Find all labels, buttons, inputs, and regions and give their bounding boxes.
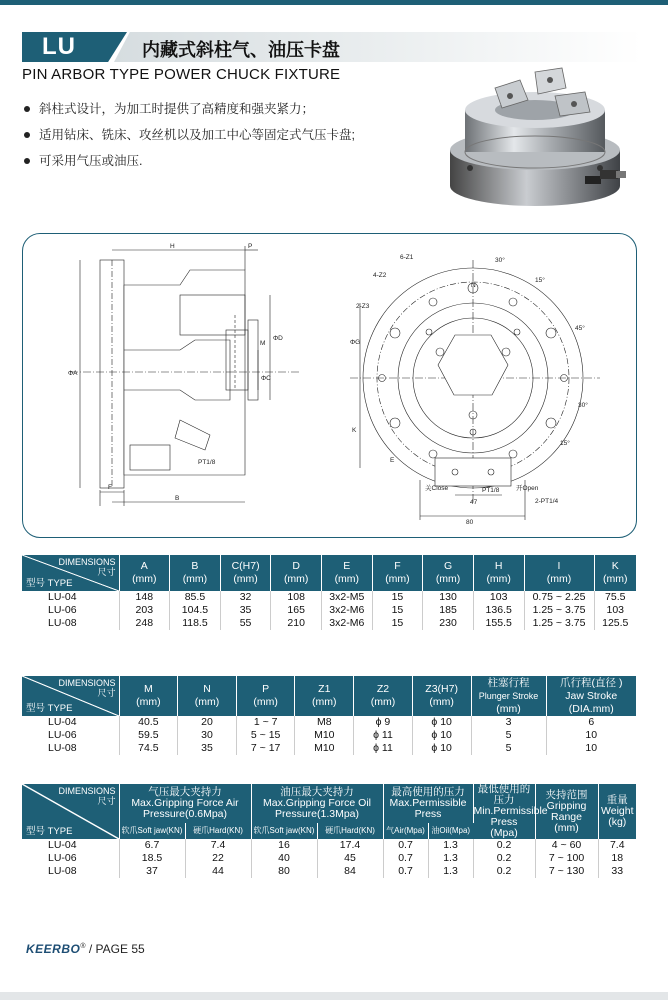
table-row: LU-06 59.5 30 5 ~ 15 M10 ϕ 11 ϕ 10 5 10 (22, 729, 636, 742)
column-header: D (mm) (271, 555, 322, 591)
table-row: LU-04 148 85.5 32 108 3x2-M5 15 130 103 0.75 ~ 2.25 75.5 (22, 591, 636, 604)
angle-label-30-top: 30° (495, 257, 505, 264)
dim-label-phi-g: ΦG (350, 339, 361, 346)
group-header: 最低使用的压力 Min.Permissible Press (Mpa) (473, 783, 548, 839)
table-corner-header: DIMENSIONS 尺寸 型号 TYPE (22, 676, 119, 716)
sub-header: 软爪Soft jaw(KN) (119, 823, 185, 839)
angle-label-30-right: 30° (578, 402, 588, 409)
table-row: LU-04 6.7 7.4 16 17.4 0.7 1.3 0.2 4 ~ 60 7.4 (22, 839, 636, 852)
angle-label-15-bottom: 15° (560, 440, 570, 447)
column-header: 柱塞行程 Plunger Stroke (mm) (471, 676, 546, 716)
port-label-pt18: PT1/8 (198, 459, 216, 466)
group-header: 气压最大夹持力 Max.Gripping Force Air Pressure(0.6Mpa) (119, 784, 251, 823)
front-view (350, 254, 600, 526)
dim-label-phi-a: ΦA (68, 370, 78, 377)
column-header: Z2 (mm) (354, 676, 413, 716)
page-number: / PAGE 55 (88, 942, 145, 956)
port-label-close: 关Close (425, 485, 449, 492)
sub-header: 硬爪Hard(KN) (185, 823, 251, 839)
feature-list (24, 96, 444, 174)
dimensions-table-1 (22, 555, 636, 630)
column-header: E (mm) (322, 555, 373, 591)
hole-label-z3: 2-Z3 (356, 303, 370, 310)
group-header: 重量 Weight (kg) (598, 784, 636, 839)
table-row: LU-04 40.5 20 1 ~ 7 M8 ϕ 9 ϕ 10 3 6 (22, 716, 636, 729)
bullet-icon (24, 158, 30, 164)
hole-label-z1: 6-Z1 (400, 254, 414, 261)
column-header: F (mm) (372, 555, 423, 591)
hole-label-z2: 4-Z2 (373, 272, 387, 279)
sub-header: 软爪Soft jaw(KN) (251, 823, 317, 839)
column-header: Z3(H7) (mm) (412, 676, 471, 716)
port-label-pt18-front: PT1/8 (482, 487, 500, 494)
column-header: B (mm) (170, 555, 221, 591)
column-header: 爪行程(直径 ) Jaw Stroke (DIA.mm) (546, 676, 636, 716)
chinese-title: 内藏式斜柱气、油压卡盘 (142, 40, 340, 60)
dim-label-phi-c: ΦC (261, 375, 271, 382)
table-row: LU-06 18.5 22 40 45 0.7 1.3 0.2 7 ~ 100 18 (22, 852, 636, 865)
chuck-product-photo (440, 58, 640, 218)
english-title: PIN ARBOR TYPE POWER CHUCK FIXTURE (22, 66, 341, 83)
dimensions-table-2 (22, 676, 636, 755)
table-row: LU-06 203 104.5 35 165 3x2-M6 15 185 136.5 1.25 ~ 3.75 103 (22, 604, 636, 617)
angle-label-15-top: 15° (535, 277, 545, 284)
feature-item: 适用钻床、铣床、攻丝机以及加工中心等固定式气压卡盘; (24, 122, 444, 148)
column-header: Z1 (mm) (295, 676, 354, 716)
table-row: LU-08 248 118.5 55 210 3x2-M6 15 230 155.5 1.25 ~ 3.75 125.5 (22, 617, 636, 630)
dim-label-h: H (170, 243, 175, 250)
group-header: 夹持范围 Gripping Range (mm) (535, 784, 598, 839)
trademark-mark: ® (80, 943, 86, 950)
technical-drawing (30, 240, 630, 530)
dim-label-b: B (175, 495, 180, 502)
bullet-icon (24, 106, 30, 112)
port-label-open: 开Open (516, 485, 539, 492)
table-row: LU-08 74.5 35 7 ~ 17 M10 ϕ 11 ϕ 10 5 10 (22, 742, 636, 755)
column-header: H (mm) (473, 555, 524, 591)
column-header: G (mm) (423, 555, 474, 591)
page-footer (26, 942, 145, 956)
sub-header: 气Air(Mpa) (383, 823, 428, 839)
bullet-icon (24, 132, 30, 138)
group-header: 油压最大夹持力 Max.Gripping Force Oil Pressure(1.3Mpa) (251, 784, 383, 823)
dim-label-47: 47 (470, 499, 478, 506)
column-header: K (mm) (594, 555, 636, 591)
dim-label-f: F (108, 484, 112, 491)
dim-label-p: P (248, 243, 253, 250)
port-label-pt14: 2-PT1/4 (535, 498, 559, 505)
dim-label-80: 80 (466, 519, 474, 526)
feature-item: 斜柱式设计，为加工时提供了高精度和强夹紧力； (24, 96, 444, 122)
top-accent-bar (0, 0, 668, 5)
feature-item: 可采用气压或油压. (24, 148, 444, 174)
column-header: P (mm) (236, 676, 295, 716)
dim-label-e: E (390, 457, 395, 464)
column-header: M (mm) (119, 676, 178, 716)
dim-label-phi-d: ΦD (273, 335, 283, 342)
group-header: 最高使用的压力 Max.Permissible Press (383, 784, 473, 823)
brand-logo: KEERBO (26, 942, 81, 956)
side-view (68, 243, 300, 506)
dim-label-n: N (471, 282, 476, 289)
force-pressure-table (22, 784, 636, 878)
column-header: A (mm) (119, 555, 170, 591)
table-row: LU-08 37 44 80 84 0.7 1.3 0.2 7 ~ 130 33 (22, 865, 636, 878)
bottom-bar (0, 992, 668, 1000)
model-code: LU (42, 33, 76, 60)
dim-label-k: K (352, 427, 357, 434)
angle-label-45: 45° (575, 325, 585, 332)
sub-header: 油Oil(Mpa) (428, 823, 473, 839)
table-corner-header: DIMENSIONS 尺寸 型号 TYPE (22, 784, 119, 839)
column-header: I (mm) (524, 555, 594, 591)
sub-header: 硬爪Hard(KN) (317, 823, 383, 839)
dim-label-m: M (260, 340, 266, 347)
column-header: N (mm) (178, 676, 237, 716)
column-header: C(H7) (mm) (220, 555, 271, 591)
table-corner-header: DIMENSIONS 尺寸 型号 TYPE (22, 555, 119, 591)
